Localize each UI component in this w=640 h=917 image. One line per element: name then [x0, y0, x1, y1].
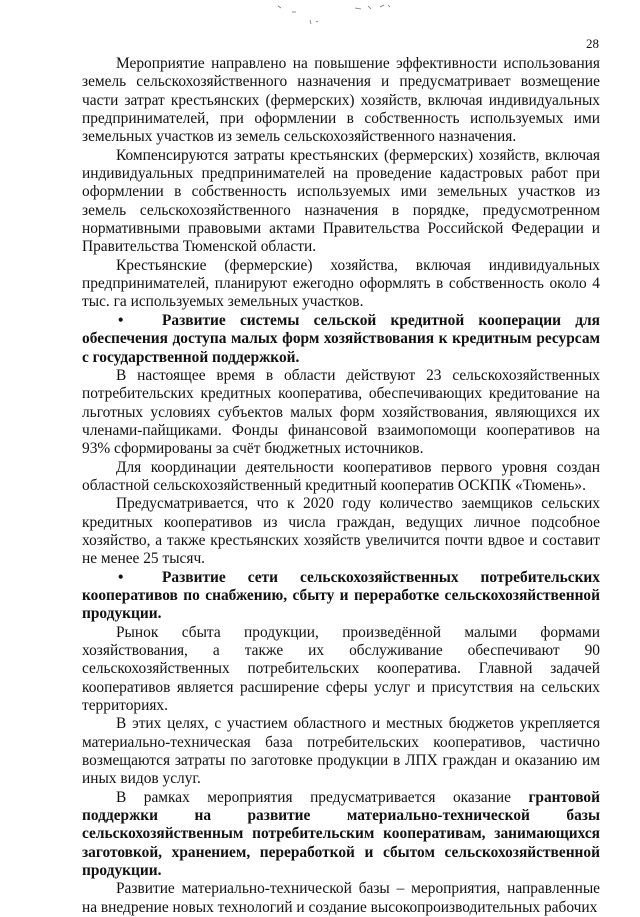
grant-support-emphasis: грантовой поддержки на развитие материально-технической базы сельскохозяйственным потребительским кооперативам, занимающихся заготовкой, хранением, переработкой и сбытом сельскохозяйственной продукции.	[82, 788, 600, 880]
paragraph-grant-support	[82, 789, 600, 881]
paragraph: В этих целях, с участием областного и местных бюджетов укрепляется материально-техническая база потребительских кооперативов, частично возмещаются затраты по заготовке продукции в ЛПХ граждан и оказанию им иных видов услуг.	[82, 715, 600, 788]
paragraph: В настоящее время в области действуют 23 сельскохозяйственных потребительских кредитных кооператива, обеспечивающих кредитование на льготных условиях субъектов малых форм хозяйствования, являющихся их членами-пайщиками. Фонды финансовой взаимопомощи кооперативов на 93% сформированы за счёт бюджетных источников.	[82, 366, 600, 458]
bullet-icon: •	[118, 311, 124, 329]
scan-artifact-marks	[250, 0, 420, 30]
document-body	[82, 55, 600, 917]
paragraph: Для координации деятельности кооперативов первого уровня создан областной сельскохозяйственный кредитный кооператив ОСКПК «Тюмень».	[82, 458, 600, 494]
bullet-icon: •	[118, 568, 124, 586]
heading-text: Развитие сети сельскохозяйственных потребительских кооперативов по снабжению, сбыту и переработке сельскохозяйственной продукции.	[82, 568, 600, 623]
paragraph: Компенсируются затраты крестьянских (фермерских) хозяйств, включая индивидуальных предпринимателей на проведение кадастровых работ при оформлении в собственность используемых ими земельных участков из земель сельскохозяйственного назначения в порядке, предусмотренном нормативными правовыми актами Правительства Российской Федерации и Правительства Тюменской области.	[82, 146, 600, 256]
paragraph: Развитие материально-технической базы – мероприятия, направленные на внедрение новых технологий и создание высокопроизводительных рабочих	[82, 880, 600, 916]
paragraph: Мероприятие направлено на повышение эффективности использования земель сельскохозяйственного назначения и предусматривает возмещение части затрат крестьянских (фермерских) хозяйств, включая индивидуальных предпринимателей, при оформлении в собственность используемых ими земельных участков из земель сельскохозяйственного назначения.	[82, 55, 600, 146]
paragraph: Крестьянские (фермерские) хозяйства, включая индивидуальных предпринимателей, планируют ежегодно оформлять в собственность около 4 тыс. га используемых земельных участков.	[82, 256, 600, 311]
paragraph: Предусматривается, что к 2020 году количество заемщиков сельских кредитных кооперативов из числа граждан, ведущих личное подсобное хозяйство, а также крестьянских хозяйств увеличится почти вдвое и составит не менее 25 тысяч.	[82, 495, 600, 568]
heading-text: Развитие системы сельской кредитной кооперации для обеспечения доступа малых форм хозяйствования к кредитным ресурсам с государственной поддержкой.	[82, 311, 600, 366]
section-heading-consumer-cooperatives	[82, 569, 600, 624]
section-heading-credit-cooperation	[82, 312, 600, 367]
paragraph-lead-text: В рамках мероприятия предусматривается оказание	[116, 788, 529, 806]
paragraph: Рынок сбыта продукции, произведённой малыми формами хозяйствования, а также их обслуживание обеспечивают 90 сельскохозяйственных потребительских кооператива. Главной задачей кооперативов является расширение сферы услуг и присутствия на сельских территориях.	[82, 623, 600, 715]
page-number: 28	[586, 36, 599, 51]
